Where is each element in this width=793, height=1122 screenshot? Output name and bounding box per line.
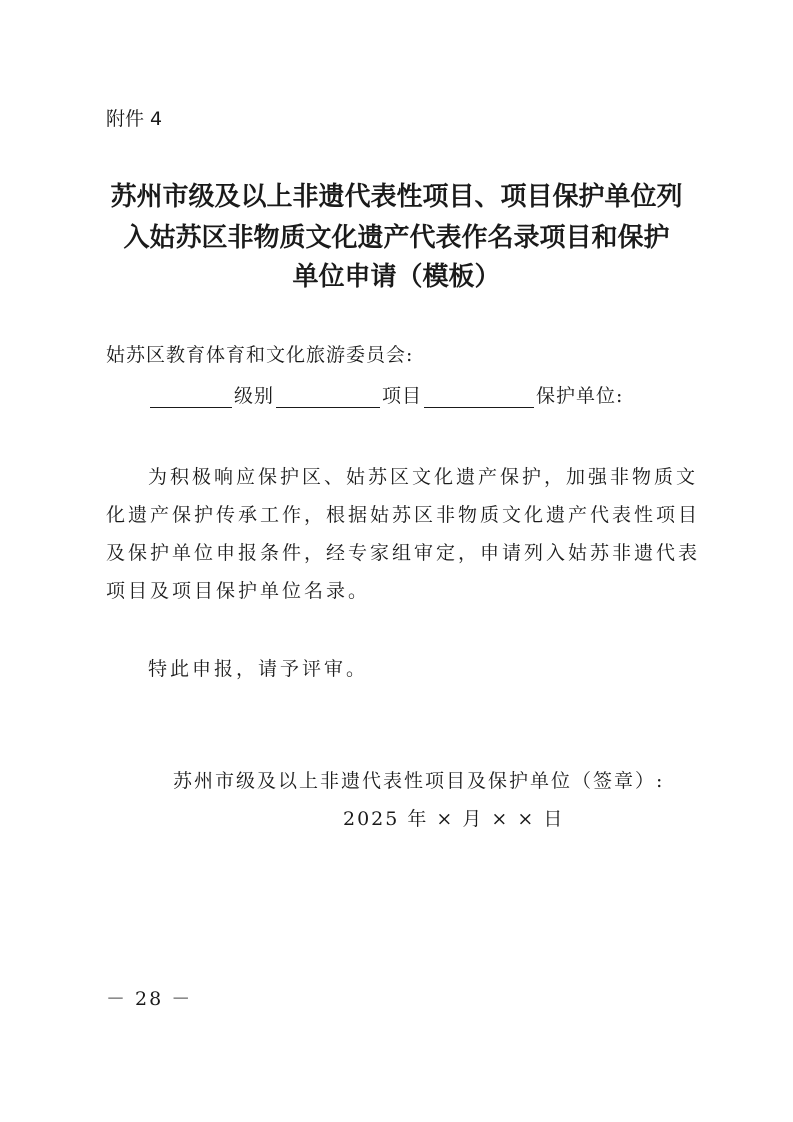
body-paragraph-line-2: 化遗产保护传承工作，根据姑苏区非物质文化遗产代表性项目	[106, 504, 701, 526]
document-title-line-2: 入姑苏区非物质文化遗产代表作名录项目和保护	[123, 223, 670, 253]
body-paragraph-line-4: 项目及项目保护单位名录。	[106, 580, 371, 602]
unit-label: 保护单位:	[536, 385, 624, 407]
body-paragraph-line-1: 为积极响应保护区、姑苏区文化遗产保护，加强非物质文	[148, 466, 699, 488]
closing-statement: 特此申报，请予评审。	[148, 658, 369, 680]
unit-blank	[424, 385, 534, 408]
project-blank	[276, 385, 380, 408]
fill-in-row	[148, 381, 623, 408]
date-line: 2025 年 × 月 × × 日	[343, 808, 565, 830]
level-label: 级别	[234, 385, 275, 407]
project-label: 项目	[382, 385, 423, 407]
addressee: 姑苏区教育体育和文化旅游委员会:	[106, 344, 414, 366]
page-number: － 28 －	[106, 988, 193, 1010]
attachment-label: 附件 4	[106, 108, 163, 130]
document-title-line-3: 单位申请（模板）	[292, 262, 501, 292]
signature-line: 苏州市级及以上非遗代表性项目及保护单位（签章）:	[173, 770, 665, 792]
body-paragraph-line-3: 及保护单位申报条件，经专家组审定，申请列入姑苏非遗代表	[106, 542, 701, 564]
document-title-line-1: 苏州市级及以上非遗代表性项目、项目保护单位列	[110, 182, 683, 212]
level-blank	[150, 385, 232, 408]
